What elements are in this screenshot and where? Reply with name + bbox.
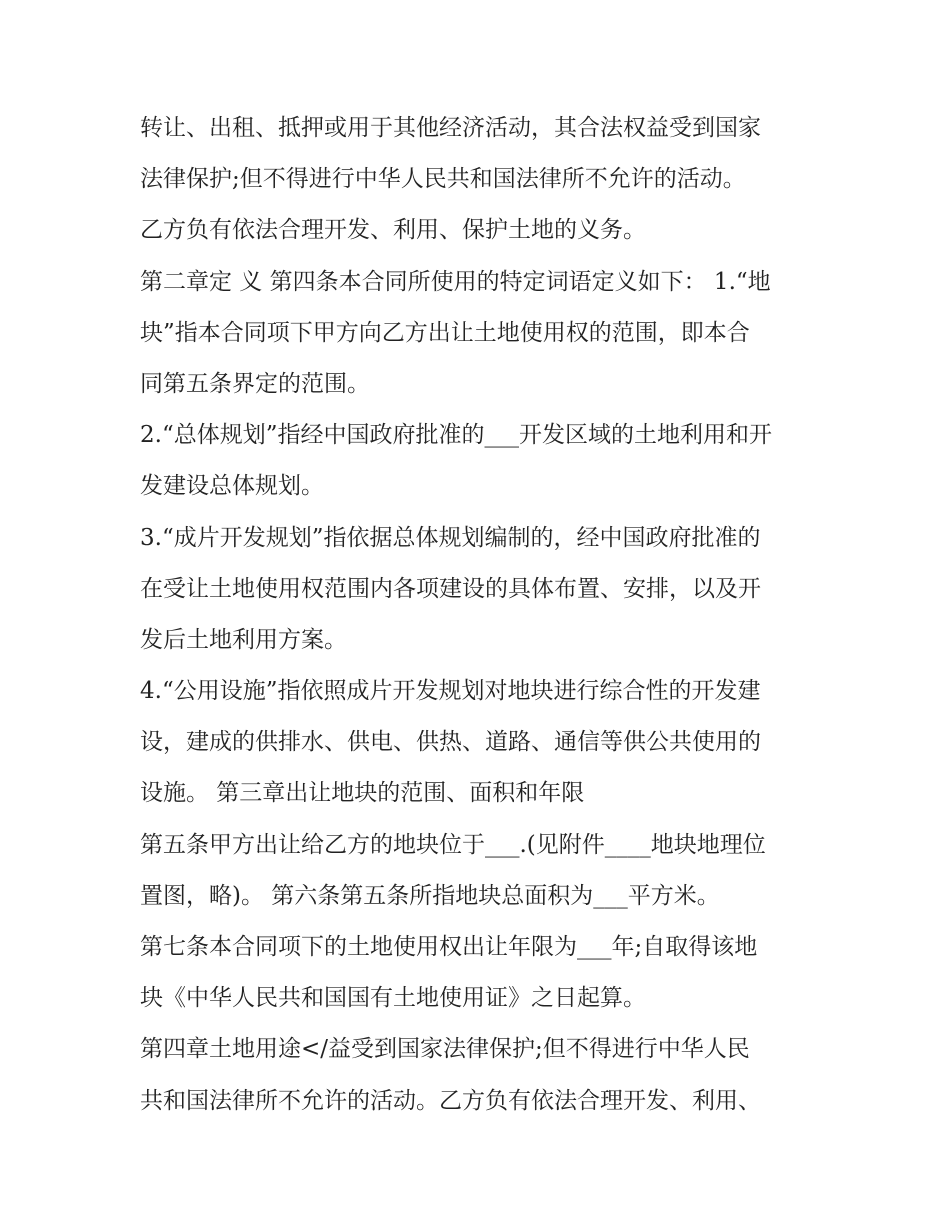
text-line: 共和国法律所不允许的活动。乙方负有依法合理开发、利用、 [140,1087,761,1114]
text-line: 第五条甲方出让给乙方的地块位于___.(见附件____地块地理位 [140,831,766,858]
text-line: 发后土地利用方案。 [140,626,347,653]
text-line: 第二章定 义 第四条本合同所使用的特定词语定义如下： 1.“地 [140,268,771,295]
text-line: 设，建成的供排水、供电、供热、道路、通信等供公共使用的 [140,729,761,756]
text-line: 同第五条界定的范围。 [140,370,370,397]
text-line: 置图，略)。 第六条第五条所指地块总面积为___平方米。 [140,882,720,909]
text-line: 在受让土地使用权范围内各项建设的具体布置、安排，以及开 [140,575,761,602]
text-line: 3.“成片开发规划”指依据总体规划编制的，经中国政府批准的 [140,524,761,551]
text-line: 4.“公用设施”指依照成片开发规划对地块进行综合性的开发建 [140,678,761,705]
text-line: 2.“总体规划”指经中国政府批准的___开发区域的土地利用和开 [140,422,772,449]
text-line: 转让、出租、抵押或用于其他经济活动，其合法权益受到国家 [140,115,761,141]
text-line: 第七条本合同项下的土地使用权出让年限为___年;自取得该地 [140,934,758,960]
text-line: 第四章土地用途</益受到国家法律保护;但不得进行中华人民 [140,1036,750,1063]
text-line: 发建设总体规划。 [140,473,324,500]
text-line: 块”指本合同项下甲方向乙方出让土地使用权的范围，即本合 [140,319,750,346]
text-line: 设施。 第三章出让地块的范围、面积和年限 [140,780,585,807]
text-line: 块《中华人民共和国国有土地使用证》之日起算。 [140,985,646,1012]
text-line: 乙方负有依法合理开发、利用、保护土地的义务。 [140,217,646,244]
text-line: 法律保护;但不得进行中华人民共和国法律所不允许的活动。 [140,166,746,193]
document-body [140,103,820,1127]
